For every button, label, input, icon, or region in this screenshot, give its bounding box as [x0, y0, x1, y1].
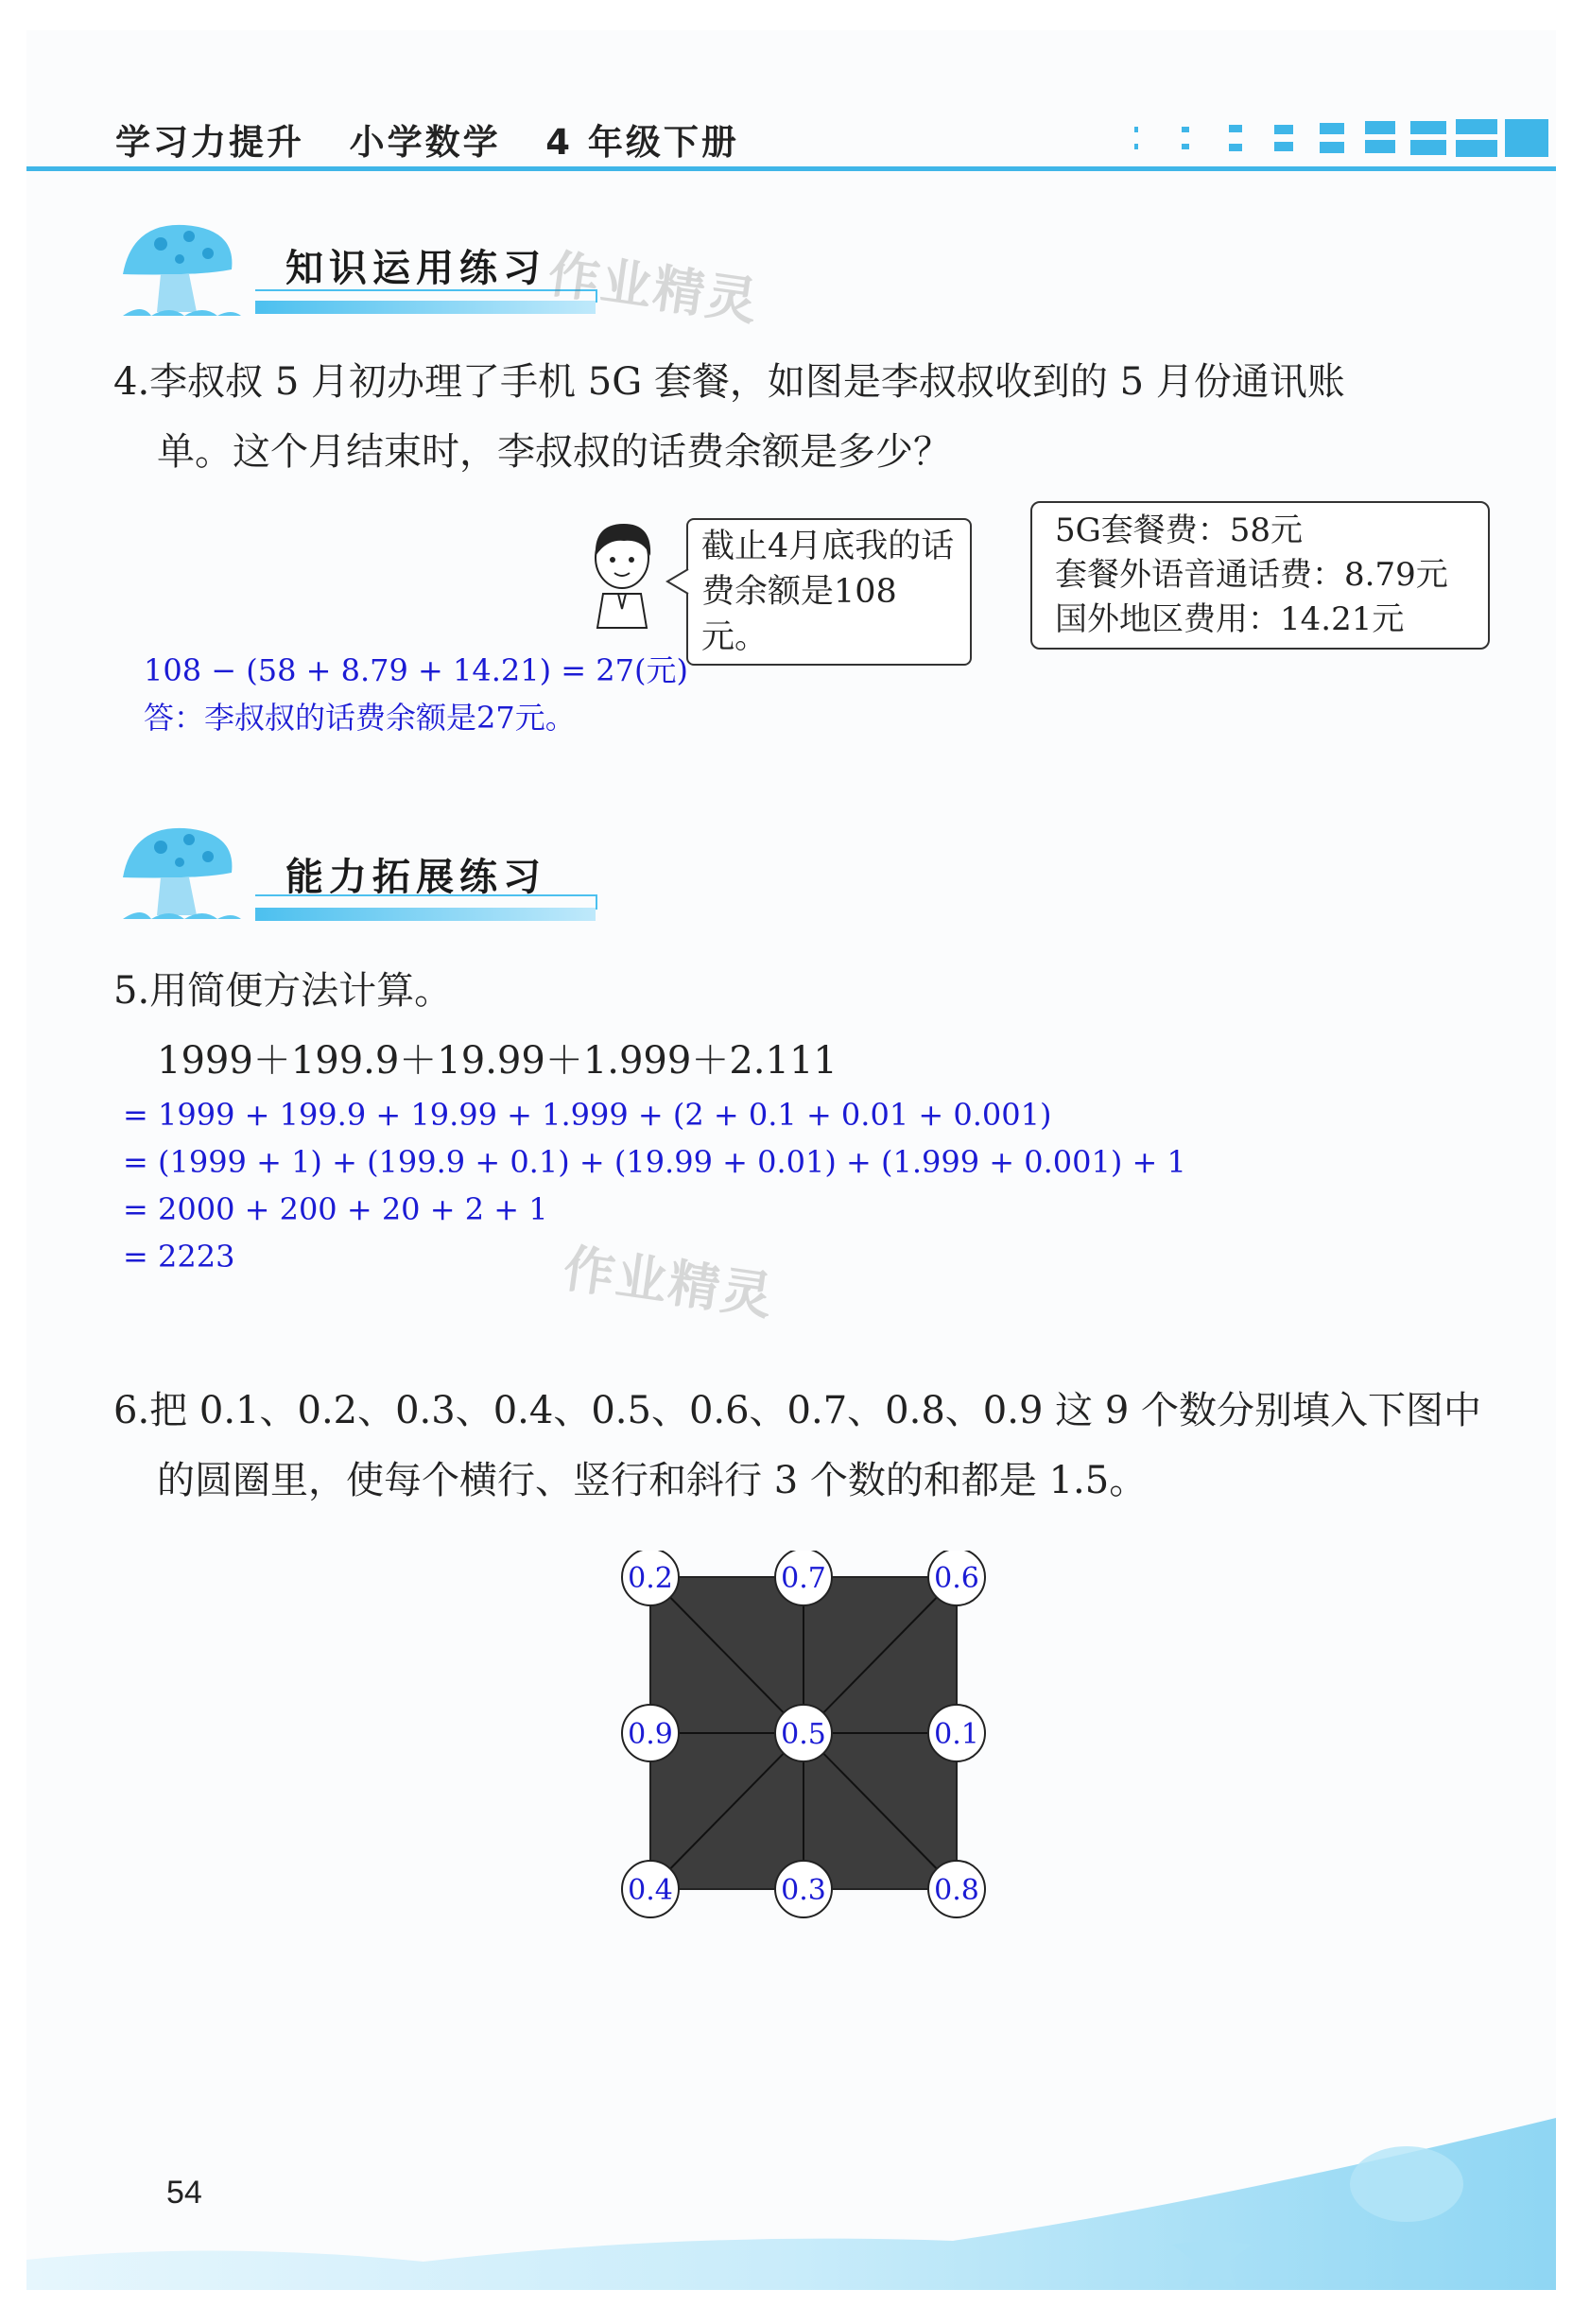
magic-square-cell [928, 1861, 985, 1917]
magic-square-value: 0.2 [628, 1562, 673, 1595]
bill-item: 国外地区费用：14.21元 [1055, 600, 1405, 638]
section-title-extension: 能力拓展练习 [285, 856, 546, 899]
q4-line1: 4.李叔叔 5 月初办理了手机 5G 套餐，如图是李叔叔收到的 5 月份通讯账 [113, 360, 1345, 404]
magic-square-cell [775, 1705, 832, 1761]
bill-item: 套餐外语音通话费：8.79元 [1055, 556, 1448, 594]
q4-answer-equation: 108 − (58 + 8.79 + 14.21) = 27(元) [144, 652, 688, 688]
page-number: 54 [166, 2175, 202, 2211]
book-header-title: 学习力提升 小学数学 4 年级下册 [115, 122, 739, 163]
watermark: 作业精灵 [560, 1238, 778, 1327]
magic-square-cell [622, 1551, 679, 1605]
mushroom-icon [113, 217, 246, 321]
q6-line1: 6.把 0.1、0.2、0.3、0.4、0.5、0.6、0.7、0.8、0.9 这 9 个数分别填入下图中 [113, 1389, 1481, 1432]
magic-square-value: 0.8 [934, 1874, 979, 1907]
q5-step: = 2000 + 200 + 20 + 2 + 1 [123, 1191, 548, 1227]
magic-square-value: 0.3 [781, 1874, 826, 1907]
q5-expression: 1999＋199.9＋19.99＋1.999＋2.111 [157, 1039, 838, 1083]
bubble-line2: 费余额是108元。 [701, 573, 897, 656]
speech-bubble [686, 518, 972, 666]
section-title-knowledge: 知识运用练习 [285, 247, 546, 290]
section-underline-outline [255, 894, 597, 910]
q5-step: = (1999 + 1) + (199.9 + 0.1) + (19.99 + 0.01) + (1.999 + 0.001) + 1 [123, 1144, 1186, 1180]
q6-line2: 的圆圈里，使每个横行、竖行和斜行 3 个数的和都是 1.5。 [157, 1459, 1148, 1502]
watermark: 作业精灵 [544, 243, 763, 333]
magic-square-diagram [605, 1551, 1002, 1948]
bill-item: 5G套餐费：58元 [1055, 512, 1304, 549]
magic-square-cell [622, 1705, 679, 1761]
magic-square-value: 0.9 [628, 1718, 673, 1751]
header-rule [26, 166, 1556, 171]
magic-square-cell [928, 1705, 985, 1761]
magic-square-cell [622, 1861, 679, 1917]
magic-square-value: 0.7 [781, 1562, 826, 1595]
boy-avatar [586, 518, 660, 630]
decorative-sea-background [26, 2099, 1556, 2290]
mushroom-icon [113, 821, 246, 925]
magic-square-value: 0.4 [628, 1874, 673, 1907]
bubble-tail [665, 567, 690, 596]
magic-square-value: 0.1 [934, 1718, 979, 1751]
magic-square-value: 0.5 [781, 1718, 826, 1751]
q5-step: = 2223 [123, 1239, 235, 1275]
q5-line1: 5.用简便方法计算。 [113, 969, 453, 1013]
q4-answer-text: 答：李叔叔的话费余额是27元。 [144, 700, 576, 736]
bubble-line1: 截止4月底我的话 [701, 528, 955, 565]
header-decoration [1132, 119, 1552, 161]
q5-step: = 1999 + 199.9 + 19.99 + 1.999 + (2 + 0.1 + 0.01 + 0.001) [123, 1097, 1052, 1133]
magic-square-cell [775, 1861, 832, 1917]
magic-square-value: 0.6 [934, 1562, 979, 1595]
q4-line2: 单。这个月结束时，李叔叔的话费余额是多少？ [157, 430, 951, 474]
magic-square-cell [775, 1551, 832, 1605]
section-underline [255, 908, 596, 921]
magic-square-cell [928, 1551, 985, 1605]
phone-bill [1030, 501, 1490, 650]
